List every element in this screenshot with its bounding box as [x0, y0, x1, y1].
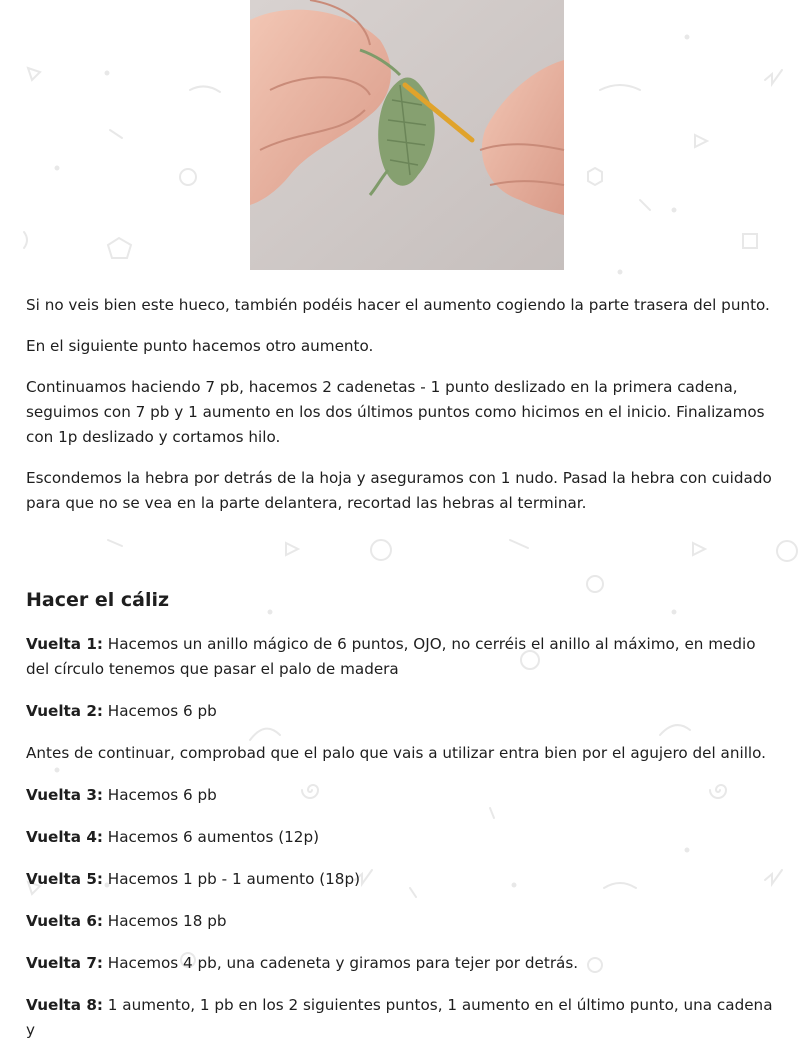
row-label: Vuelta 6:	[26, 912, 103, 930]
paragraph-continue: Continuamos haciendo 7 pb, hacemos 2 cadenetas - 1 punto deslizado en la primera cadena, seguimos con 7 pb y 1 aumento en los dos últimos puntos como hicimos en el inicio. Finalizamos con 1p deslizado y cortamos hilo.	[26, 378, 765, 446]
row-note	[26, 741, 774, 766]
row-text: Hacemos 6 pb	[102, 702, 217, 720]
row-vuelta-3	[26, 783, 774, 808]
paragraph-hide-thread: Escondemos la hebra por detrás de la hoja y aseguramos con 1 nudo. Pasad la hebra con cuidado para que no se vea en la parte delantera, recortad las hebras al terminar.	[26, 469, 772, 512]
row-text: Hacemos 4 pb, una cadeneta y giramos para tejer por detrás.	[102, 954, 579, 972]
paragraph-tip: Si no veis bien este hueco, también podéis hacer el aumento cogiendo la parte trasera del punto.	[26, 296, 770, 314]
row-text: Hacemos 6 aumentos (12p)	[102, 828, 320, 846]
paragraph-increase: En el siguiente punto hacemos otro aumento.	[26, 337, 374, 355]
row-label: Vuelta 2:	[26, 702, 103, 720]
row-text: Hacemos 6 pb	[102, 786, 217, 804]
row-vuelta-6	[26, 909, 774, 934]
row-text: Hacemos 18 pb	[102, 912, 227, 930]
row-label: Vuelta 1:	[26, 635, 103, 653]
row-vuelta-4	[26, 825, 774, 850]
row-vuelta-7	[26, 951, 774, 976]
row-text: 1 aumento, 1 pb en los 2 siguientes puntos, 1 aumento en el último punto, una cadena y	[26, 996, 773, 1039]
row-label: Vuelta 5:	[26, 870, 103, 888]
row-label: Vuelta 8:	[26, 996, 103, 1014]
row-text: Hacemos un anillo mágico de 6 puntos, OJO, no cerréis el anillo al máximo, en medio del círculo tenemos que pasar el palo de madera	[26, 635, 756, 678]
crochet-leaf-image	[250, 0, 564, 270]
row-label: Vuelta 4:	[26, 828, 103, 846]
row-vuelta-8	[26, 993, 774, 1043]
row-text: Antes de continuar, comprobad que el palo que vais a utilizar entra bien por el agujero del anillo.	[26, 744, 766, 762]
crochet-photo	[250, 0, 564, 270]
row-vuelta-1	[26, 632, 774, 682]
row-text: Hacemos 1 pb - 1 aumento (18p)	[102, 870, 361, 888]
row-vuelta-2	[26, 699, 774, 724]
row-label: Vuelta 3:	[26, 786, 103, 804]
row-vuelta-5	[26, 867, 774, 892]
row-label: Vuelta 7:	[26, 954, 103, 972]
section-title: Hacer el cáliz	[26, 589, 170, 611]
